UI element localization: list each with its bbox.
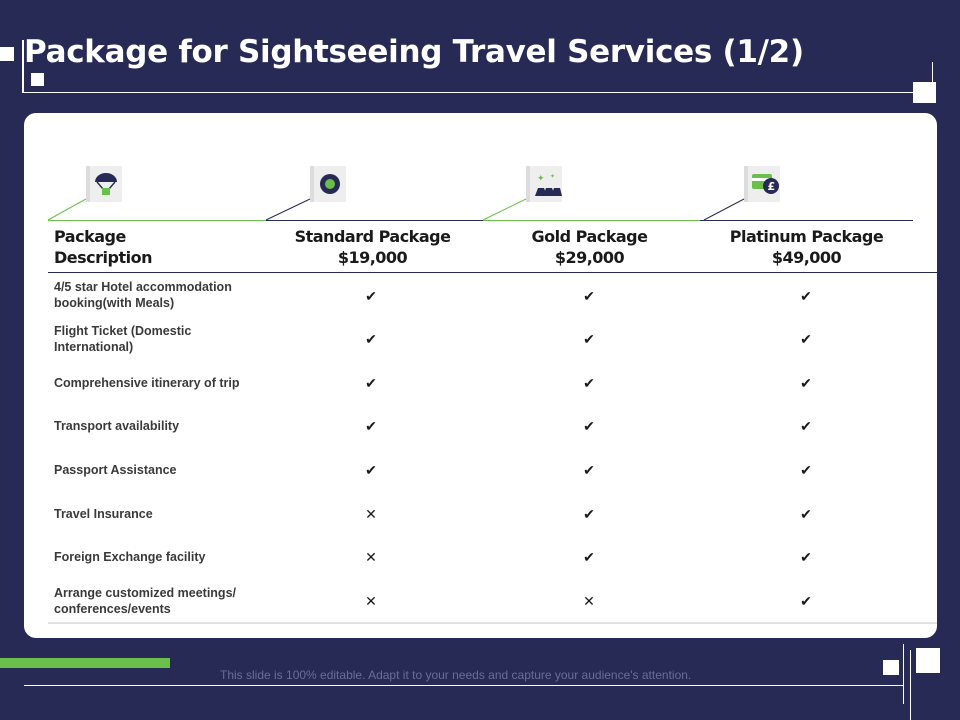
decor-line bbox=[910, 650, 911, 720]
check-icon: ✔ bbox=[583, 418, 595, 434]
row-label: Passport Assistance bbox=[54, 463, 177, 477]
decor-square bbox=[916, 648, 940, 673]
cross-icon: ✕ bbox=[365, 506, 377, 522]
check-icon: ✔ bbox=[583, 462, 595, 478]
decor-line bbox=[903, 644, 904, 704]
header-label-line2: Description bbox=[54, 248, 152, 267]
check-icon: ✔ bbox=[365, 462, 377, 478]
svg-text:✦: ✦ bbox=[537, 174, 545, 184]
header-gold-package bbox=[481, 226, 698, 268]
row-label: Travel Insurance bbox=[54, 507, 153, 521]
package-name: Standard Package bbox=[294, 227, 451, 246]
row-label: Foreign Exchange facility bbox=[54, 550, 206, 564]
check-icon: ✔ bbox=[800, 418, 812, 434]
check-icon: ✔ bbox=[800, 506, 812, 522]
check-icon: ✔ bbox=[365, 418, 377, 434]
package-price: $49,000 bbox=[771, 248, 842, 267]
cross-icon: ✕ bbox=[365, 593, 377, 609]
svg-text:£: £ bbox=[767, 180, 776, 193]
icon-connectors bbox=[24, 113, 937, 233]
header-package-description bbox=[54, 226, 152, 268]
row-label: Arrange customized meetings/ conferences/events bbox=[54, 586, 236, 616]
row-label: Comprehensive itinerary of trip bbox=[54, 376, 240, 390]
page-title: Package for Sightseeing Travel Services (1/2) bbox=[24, 34, 804, 70]
package-price: $19,000 bbox=[337, 248, 408, 267]
decor-line bbox=[932, 62, 933, 86]
check-icon: ✔ bbox=[583, 288, 595, 304]
check-icon: ✔ bbox=[800, 375, 812, 391]
check-icon: ✔ bbox=[583, 331, 595, 347]
title-underline bbox=[24, 92, 914, 93]
svg-text:✦: ✦ bbox=[550, 173, 556, 180]
check-icon: ✔ bbox=[800, 331, 812, 347]
footer-note: This slide is 100% editable. Adapt it to your needs and capture your audience's attention. bbox=[220, 668, 692, 682]
check-icon: ✔ bbox=[800, 462, 812, 478]
header-platinum-package bbox=[698, 226, 915, 268]
header-divider bbox=[48, 272, 937, 273]
check-icon: ✔ bbox=[800, 593, 812, 609]
table-bottom-border bbox=[48, 622, 937, 624]
check-icon: ✔ bbox=[800, 549, 812, 565]
check-icon: ✔ bbox=[365, 331, 377, 347]
row-label: Flight Ticket (Domestic International) bbox=[54, 324, 192, 354]
decor-square bbox=[31, 73, 44, 86]
cross-icon: ✕ bbox=[583, 593, 595, 609]
package-price: $29,000 bbox=[554, 248, 625, 267]
decor-square bbox=[883, 660, 899, 675]
cross-icon: ✕ bbox=[365, 549, 377, 565]
row-label: Transport availability bbox=[54, 419, 180, 433]
header-label-line1: Package bbox=[54, 227, 126, 246]
check-icon: ✔ bbox=[365, 375, 377, 391]
package-name: Platinum Package bbox=[729, 227, 884, 246]
package-name: Gold Package bbox=[531, 227, 648, 246]
check-icon: ✔ bbox=[583, 549, 595, 565]
header-standard-package bbox=[264, 226, 481, 268]
check-icon: ✔ bbox=[365, 288, 377, 304]
check-icon: ✔ bbox=[583, 506, 595, 522]
footer-line bbox=[24, 685, 904, 686]
accent-bar bbox=[0, 658, 170, 668]
decor-square bbox=[0, 47, 14, 61]
package-table-panel bbox=[24, 113, 937, 638]
check-icon: ✔ bbox=[583, 375, 595, 391]
row-label: 4/5 star Hotel accommodation booking(with Meals) bbox=[54, 280, 232, 310]
check-icon: ✔ bbox=[800, 288, 812, 304]
